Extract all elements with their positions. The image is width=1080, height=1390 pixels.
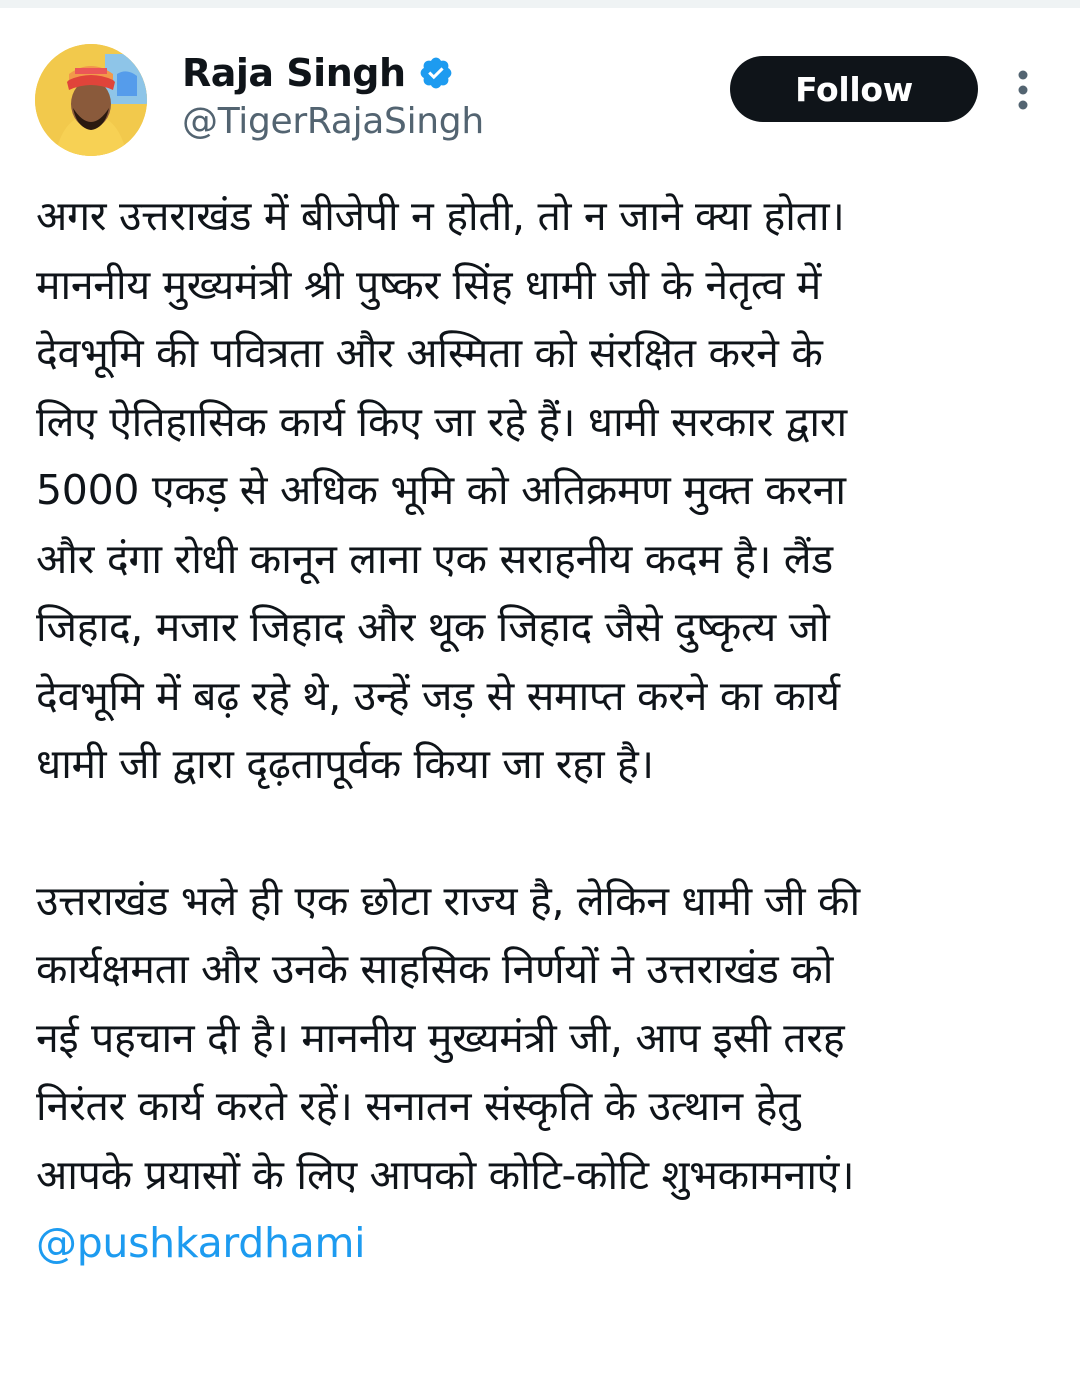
tweet-header — [0, 0, 1080, 170]
tweet-line: देवभूमि में बढ़ रहे थे, उन्हें जड़ से समाप्त करने का कार्य — [36, 671, 840, 720]
tweet-line: उत्तराखंड भले ही एक छोटा राज्य है, लेकिन धामी जी की — [36, 876, 860, 925]
tweet-line: माननीय मुख्यमंत्री श्री पुष्कर सिंह धामी जी के नेतृत्व में — [36, 260, 821, 309]
tweet-line: जिहाद, मजार जिहाद और थूक जिहाद जैसे दुष्कृत्य जो — [36, 603, 830, 651]
author-handle[interactable]: @TigerRajaSingh — [182, 101, 484, 142]
tweet-line: 5000 एकड़ से अधिक भूमि को अतिक्रमण मुक्त करना — [36, 466, 846, 514]
verified-badge-icon — [418, 55, 454, 91]
tweet-text — [36, 182, 1046, 1278]
tweet-line: नई पहचान दी है। माननीय मुख्यमंत्री जी, आप इसी तरह — [36, 1013, 845, 1062]
tweet-paragraph-1 — [36, 182, 1046, 799]
tweet-line: और दंगा रोधी कानून लाना एक सराहनीय कदम है। लैंड — [36, 534, 833, 583]
mention-link[interactable]: @pushkardhami — [36, 1219, 366, 1267]
tweet-line: लिए ऐतिहासिक कार्य किए जा रहे हैं। धामी सरकार द्वारा — [36, 397, 847, 446]
tweet-line: अगर उत्तराखंड में बीजेपी न होती, तो न जाने क्या होता। — [36, 192, 845, 240]
author-name-row — [182, 44, 454, 102]
avatar[interactable] — [35, 44, 147, 156]
tweet-paragraph-2 — [36, 867, 1046, 1278]
tweet-line: कार्यक्षमता और उनके साहसिक निर्णयों ने उत्तराखंड को — [36, 945, 834, 993]
profile-photo-icon — [35, 44, 147, 156]
paragraph-spacer — [36, 799, 1046, 867]
tweet-line: धामी जी द्वारा दृढ़तापूर्वक किया जा रहा है। — [36, 740, 654, 788]
tweet-line: देवभूमि की पवित्रता और अस्मिता को संरक्षित करने के — [36, 329, 823, 377]
follow-button[interactable]: Follow — [730, 56, 978, 122]
more-vertical-icon[interactable] — [1010, 66, 1036, 114]
author-display-name[interactable]: Raja Singh — [182, 51, 406, 95]
tweet-line: निरंतर कार्य करते रहें। सनातन संस्कृति के उत्थान हेतु — [36, 1082, 801, 1130]
tweet-line: आपके प्रयासों के लिए आपको कोटि-कोटि शुभकामनाएं। — [36, 1150, 855, 1199]
